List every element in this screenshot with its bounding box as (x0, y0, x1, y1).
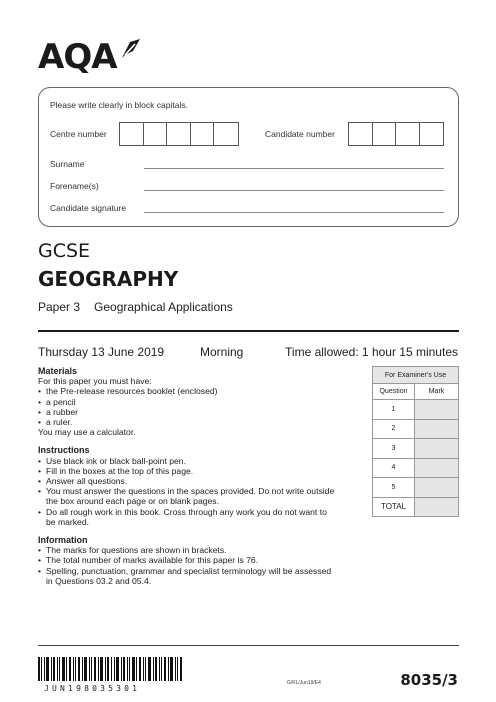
list-item: • the Pre-release resources booklet (enclosed) (38, 386, 338, 396)
digit-box[interactable] (144, 123, 168, 145)
question-number: 1 (373, 400, 415, 420)
title-divider (38, 330, 459, 332)
list-item: • The total number of marks available for this paper is 76. (38, 555, 338, 565)
examiner-table-title: For Examiner's Use (373, 367, 459, 384)
list-item: • Answer all questions. (38, 476, 338, 486)
materials-section (38, 366, 338, 437)
paper-code: 8035/3 (400, 671, 458, 689)
digit-box[interactable] (420, 123, 444, 145)
candidate-details-box (38, 87, 459, 227)
instructions-list (38, 456, 338, 527)
aqa-logo (38, 38, 141, 78)
list-item: • You must answer the questions in the spaces provided. Do not write outside the box around each page or on blank pages. (38, 486, 338, 506)
centre-number-boxes[interactable] (119, 122, 239, 146)
forenames-field[interactable] (144, 190, 444, 191)
table-row (373, 458, 459, 478)
qualification-title: GCSE (38, 240, 91, 262)
table-row (373, 419, 459, 439)
signature-label: Candidate signature (50, 203, 127, 213)
mark-column-header: Mark (415, 384, 459, 400)
digit-box[interactable] (349, 123, 373, 145)
footer-divider (38, 645, 459, 646)
mark-cell (415, 419, 459, 439)
digit-box[interactable] (191, 123, 215, 145)
exam-session: Morning (200, 345, 244, 359)
mark-cell (415, 400, 459, 420)
materials-list (38, 386, 338, 427)
question-column-header: Question (373, 384, 415, 400)
paper-line (38, 300, 233, 314)
total-mark-cell (415, 497, 459, 517)
information-list (38, 545, 338, 586)
paper-title: Geographical Applications (94, 300, 233, 314)
list-item: • Spelling, punctuation, grammar and specialist terminology will be assessed in Questions 03.2 and 05.4. (38, 566, 338, 586)
time-allowed: Time allowed: 1 hour 15 minutes (285, 345, 458, 359)
information-section (38, 535, 338, 586)
materials-intro: For this paper you must have: (38, 376, 152, 387)
leaf-icon (119, 38, 141, 60)
subject-title: GEOGRAPHY (38, 267, 179, 291)
instructions-section (38, 445, 338, 527)
total-label: TOTAL (373, 497, 415, 517)
table-row (373, 439, 459, 459)
list-item: • Use black ink or black ball-point pen. (38, 456, 338, 466)
question-number: 5 (373, 478, 415, 498)
digit-box[interactable] (167, 123, 191, 145)
surname-field[interactable] (144, 168, 444, 169)
exam-info (38, 366, 338, 594)
list-item: • a pencil (38, 397, 338, 407)
paper-number: Paper 3 (38, 300, 81, 314)
forenames-label: Forename(s) (50, 181, 99, 191)
candidate-number-boxes[interactable] (348, 122, 444, 146)
exam-date: Thursday 13 June 2019 (38, 345, 165, 359)
signature-field[interactable] (144, 212, 444, 213)
list-item: • a rubber (38, 407, 338, 417)
barcode-number: JUN198035301 (44, 684, 141, 693)
barcode-icon (38, 657, 182, 681)
list-item: • The marks for questions are shown in brackets. (38, 545, 338, 555)
list-item: • Do all rough work in this book. Cross through any work you do not want to be marked. (38, 507, 338, 527)
list-item: • Fill in the boxes at the top of this page. (38, 466, 338, 476)
list-item: • a ruler. (38, 417, 338, 427)
question-number: 2 (373, 419, 415, 439)
digit-box[interactable] (214, 123, 238, 145)
reference-code: G/KL/Jun19/E4 (287, 680, 321, 686)
surname-label: Surname (50, 159, 85, 169)
table-row (373, 400, 459, 420)
instructions-heading: Instructions (38, 445, 90, 456)
calculator-note: You may use a calculator. (38, 427, 136, 438)
mark-cell (415, 439, 459, 459)
mark-cell (415, 478, 459, 498)
information-heading: Information (38, 535, 88, 546)
table-row (373, 497, 459, 517)
table-row (373, 478, 459, 498)
materials-heading: Materials (38, 366, 78, 376)
candidate-number-label: Candidate number (265, 129, 335, 139)
question-number: 4 (373, 458, 415, 478)
digit-box[interactable] (373, 123, 397, 145)
centre-number-label: Centre number (50, 129, 107, 139)
block-capitals-prompt: Please write clearly in block capitals. (50, 100, 188, 110)
question-number: 3 (373, 439, 415, 459)
digit-box[interactable] (396, 123, 420, 145)
logo-text: AQA (38, 37, 117, 77)
examiner-use-table (372, 366, 459, 517)
digit-box[interactable] (120, 123, 144, 145)
mark-cell (415, 458, 459, 478)
